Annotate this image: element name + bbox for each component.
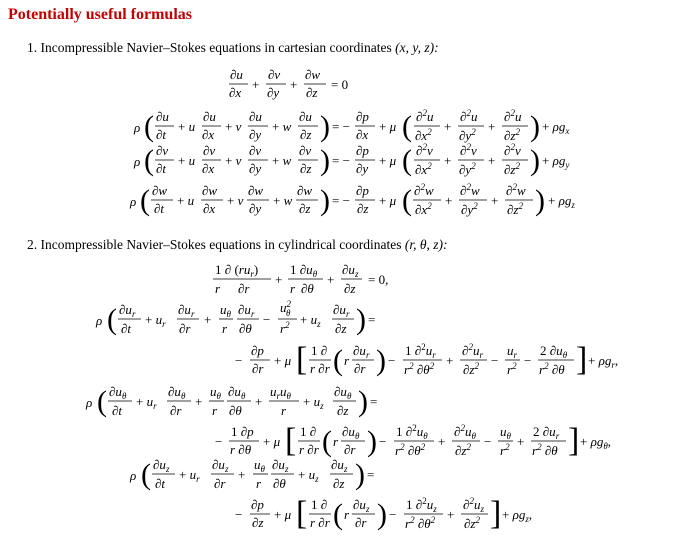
svg-text:∂uθ: $\partial u_\theta$ (342, 424, 360, 441)
svg-text:+ uz: + $u_z$ (303, 394, 324, 411)
svg-text:∂x2: $\partial x^2$ (415, 201, 432, 217)
svg-text:r: r (212, 403, 218, 418)
svg-text:r2 ∂θ2: $r^2$ $\partial\theta^2$ (395, 442, 426, 458)
svg-text:+: + (488, 119, 496, 134)
svg-text:=: = (370, 394, 378, 409)
svg-text:∂r: ∂r (354, 361, 366, 376)
svg-text:=: = (368, 312, 376, 327)
svg-text:+: + (446, 353, 454, 368)
svg-text:): ) (376, 344, 386, 377)
svg-text:−: − (235, 353, 243, 368)
svg-text:+: + (290, 77, 298, 92)
svg-text:∂uθ: $\partial u_\theta$ (228, 384, 246, 401)
svg-text:(: ( (322, 425, 332, 458)
svg-text:∂z: ∂z (299, 201, 311, 216)
svg-text:∂z: ∂z (300, 127, 312, 142)
svg-text:(: ( (107, 303, 117, 336)
item-1-number: 1. (27, 40, 38, 55)
svg-text:]: ] (490, 495, 502, 532)
svg-text:∂z2: $\partial z^2$ (504, 161, 520, 177)
svg-text:−: − (484, 434, 492, 449)
svg-text:∂v: ∂v (156, 143, 169, 158)
svg-text:∂z2: $\partial z^2$ (463, 361, 479, 377)
svg-text:∂v: ∂v (203, 143, 216, 158)
svg-text:∂v: ∂v (249, 143, 262, 158)
svg-text:+: + (438, 434, 446, 449)
svg-text:): ) (320, 184, 330, 217)
svg-text:1 ∂: 1 ∂ (311, 497, 328, 512)
svg-text:∂ur: $\partial u_r$ (353, 343, 370, 360)
svg-text:1 ∂2ur: 1 $\partial^2u_r$ (405, 342, 436, 360)
svg-text:+: + (275, 272, 283, 287)
svg-text:2 ∂uθ: 2 $\partial u_\theta$ (540, 343, 568, 360)
svg-text:= 0: = 0 (331, 77, 349, 92)
item-1-text: Incompressible Navier–Stokes equations in cartesian coordinates (40, 40, 392, 55)
svg-text:(: ( (402, 110, 412, 143)
svg-text:−: − (235, 507, 243, 522)
svg-text:+ ρgr,: + $\rho g_r$, (588, 353, 619, 370)
svg-text:uθ: $u_\theta$ (220, 302, 231, 319)
svg-text:∂2v: ∂$^2$v (504, 142, 521, 158)
svg-text:1 ∂ (rur): 1 ∂ $(ru_r)$ (215, 262, 259, 279)
svg-text:+: + (447, 507, 455, 522)
item-2-number: 2. (27, 237, 38, 252)
svg-text:∂t: ∂t (112, 403, 123, 418)
svg-text:∂r: ∂r (344, 442, 356, 457)
svg-text:r2 ∂θ2: $r^2$ $\partial\theta^2$ (404, 361, 435, 377)
svg-text:[: [ (296, 341, 308, 378)
svg-text:uθ: $u_\theta$ (254, 457, 265, 474)
svg-text:∂2u: ∂$^2$u (460, 108, 478, 124)
svg-text:+ ur: + $u_r$ (136, 394, 157, 411)
svg-text:∂u: ∂u (299, 109, 312, 124)
svg-text:∂y: ∂y (267, 85, 280, 100)
svg-text:∂v: ∂v (299, 143, 312, 158)
svg-text:+: + (195, 394, 203, 409)
svg-text:r2 ∂θ: $r^2$ ∂θ (539, 361, 565, 377)
svg-text:ρ: ρ (130, 194, 137, 209)
svg-text:−: − (524, 353, 532, 368)
svg-text:+ μ: + μ (379, 153, 397, 168)
svg-text:∂y: ∂y (249, 161, 262, 176)
svg-text:∂2w: ∂$^2$w (506, 182, 526, 198)
svg-text:∂2v: ∂$^2$v (460, 142, 477, 158)
svg-text:∂uθ: $\partial u_\theta$ (109, 384, 127, 401)
svg-text:∂r: ∂r (252, 361, 264, 376)
svg-text:+: + (255, 394, 263, 409)
svg-text:−: − (263, 312, 271, 327)
svg-text:r: r (215, 281, 221, 296)
svg-text:∂p: ∂p (356, 143, 369, 158)
svg-text:): ) (355, 458, 365, 491)
svg-text:∂uz: $\partial u_z$ (331, 457, 348, 474)
svg-text:): ) (535, 184, 545, 217)
svg-text:(: ( (333, 344, 343, 377)
svg-text:∂w: ∂w (305, 67, 321, 82)
svg-text:= −: = − (332, 193, 350, 208)
svg-text:ρ: ρ (130, 468, 137, 483)
svg-text:−: − (215, 434, 223, 449)
svg-text:∂r: ∂r (214, 476, 226, 491)
svg-text:+ μ: + μ (379, 119, 397, 134)
svg-text:∂r: ∂r (179, 321, 191, 336)
svg-text:∂y2: $\partial y^2$ (461, 201, 478, 217)
svg-text:∂2w: ∂$^2$w (414, 182, 434, 198)
svg-text:]: ] (576, 341, 588, 378)
svg-text:+ ρgy: + $\rho g_y$ (542, 153, 570, 170)
svg-text:+: + (517, 434, 525, 449)
svg-text:∂w: ∂w (202, 183, 218, 198)
svg-text:∂v: ∂v (268, 67, 281, 82)
svg-text:): ) (356, 303, 366, 336)
svg-text:∂2uz: $\partial^2u_z$ (463, 496, 484, 514)
cartesian-y-momentum (133, 142, 569, 177)
svg-text:r2: $r^2$ (500, 442, 510, 458)
svg-text:∂r: ∂r (355, 515, 367, 530)
svg-text:= 0,: = 0, (368, 272, 389, 287)
svg-text:+ v: + v (225, 153, 242, 168)
svg-text:r: r (290, 281, 296, 296)
svg-text:(: ( (333, 498, 343, 531)
cylindrical-theta-momentum (85, 384, 611, 459)
svg-text:−: − (491, 353, 499, 368)
svg-text:∂y: ∂y (249, 201, 262, 216)
svg-text:(: ( (144, 110, 154, 143)
svg-text:+: + (491, 193, 499, 208)
svg-text:uθ: $u_\theta$ (500, 424, 511, 441)
svg-text:r ∂θ: r ∂θ (230, 442, 252, 457)
svg-text:]: ] (568, 422, 580, 459)
cartesian-continuity (229, 67, 348, 100)
svg-text:∂uz: $\partial u_z$ (342, 262, 359, 279)
svg-text:1 ∂: 1 ∂ (300, 424, 317, 439)
svg-text:∂uz: $\partial u_z$ (212, 457, 229, 474)
svg-text:∂z: ∂z (344, 281, 356, 296)
svg-text:): ) (530, 144, 540, 177)
svg-text:∂uz: $\partial u_z$ (272, 457, 289, 474)
svg-text:∂y2: $\partial y^2$ (459, 127, 476, 143)
svg-text:r: r (256, 476, 262, 491)
svg-text:∂t: ∂t (155, 476, 166, 491)
svg-text:+ μ: + μ (263, 434, 281, 449)
svg-text:+ uz: + $u_z$ (298, 467, 319, 484)
svg-text:(: ( (140, 184, 150, 217)
svg-text:∂z2: $\partial z^2$ (507, 201, 523, 217)
svg-text:ρ: ρ (134, 120, 141, 135)
svg-text:r: r (344, 507, 350, 522)
svg-text:∂uz: $\partial u_z$ (153, 457, 170, 474)
svg-text:∂z: ∂z (306, 85, 318, 100)
svg-text:∂x: ∂x (356, 127, 369, 142)
svg-text:∂2ur: $\partial^2u_r$ (462, 342, 483, 360)
svg-text:1 ∂uθ: 1 $\partial u_\theta$ (290, 262, 318, 279)
svg-text:+ ρgz,: + $\rho g_z$, (502, 507, 533, 524)
cylindrical-continuity (213, 262, 388, 296)
svg-text:(: ( (402, 144, 412, 177)
svg-text:u2θ: $u^2$ θ (280, 299, 291, 318)
svg-text:): ) (377, 498, 387, 531)
svg-text:ρ: ρ (96, 313, 103, 328)
svg-text:∂t: ∂t (156, 161, 167, 176)
svg-text:r2: $r^2$ (507, 361, 517, 377)
svg-text:uruθ: $u_ru_\theta$ (270, 384, 291, 401)
svg-text:r: r (333, 434, 339, 449)
svg-text:1 ∂2uθ: 1 $\partial^2u_\theta$ (396, 423, 428, 441)
svg-text:∂θ: ∂θ (239, 321, 252, 336)
svg-text:∂p: ∂p (251, 343, 264, 358)
svg-text:∂z: ∂z (335, 321, 347, 336)
svg-text:+ μ: + μ (274, 353, 292, 368)
svg-text:+ ρgz: + $\rho g_z$ (548, 193, 575, 210)
svg-text:+ uz: + $u_z$ (300, 312, 321, 329)
svg-text:+ μ: + μ (274, 507, 292, 522)
svg-text:ρ: ρ (86, 395, 93, 410)
cylindrical-r-momentum (95, 299, 618, 378)
svg-text:): ) (358, 385, 368, 418)
svg-text:∂z: ∂z (300, 161, 312, 176)
svg-text:∂z2: $\partial z^2$ (504, 127, 520, 143)
svg-text:∂uz: $\partial u_z$ (353, 497, 370, 514)
svg-text:ur: $u_r$ (507, 343, 518, 360)
svg-text:+: + (444, 119, 452, 134)
svg-text:∂θ: ∂θ (229, 403, 242, 418)
svg-text:+: + (327, 272, 335, 287)
svg-text:∂z: ∂z (357, 201, 369, 216)
svg-text:+ ρgx: + $\rho g_x$ (542, 119, 570, 136)
svg-text:+ ur: + $u_r$ (179, 467, 200, 484)
svg-text:∂x2: $\partial x^2$ (415, 127, 432, 143)
svg-text:∂2u: ∂$^2$u (504, 108, 522, 124)
svg-text:r: r (281, 403, 287, 418)
svg-text:): ) (320, 110, 330, 143)
svg-text:(: ( (141, 458, 151, 491)
svg-text:∂uθ: $\partial u_\theta$ (168, 384, 186, 401)
svg-text:+: + (488, 153, 496, 168)
svg-text:+ v: + v (225, 119, 242, 134)
svg-text:+: + (444, 153, 452, 168)
svg-text:+: + (238, 467, 246, 482)
svg-text:2 ∂ur: 2 $\partial u_r$ (533, 424, 560, 441)
svg-text:∂uθ: $\partial u_\theta$ (334, 384, 352, 401)
svg-text:): ) (320, 144, 330, 177)
svg-text:∂ur: $\partial u_r$ (119, 302, 136, 319)
svg-text:∂u: ∂u (156, 109, 169, 124)
svg-text:∂2w: ∂$^2$w (460, 182, 480, 198)
svg-text:∂y: ∂y (356, 161, 369, 176)
svg-text:∂2v: ∂$^2$v (416, 142, 433, 158)
svg-text:∂2u: ∂$^2$u (416, 108, 434, 124)
svg-text:−: − (388, 353, 396, 368)
svg-text:∂w: ∂w (152, 183, 168, 198)
svg-text:+ ur: + $u_r$ (145, 312, 166, 329)
svg-text:r2: $r^2$ (280, 320, 290, 336)
svg-text:∂z2: $\partial z^2$ (464, 515, 480, 531)
svg-text:∂u: ∂u (230, 67, 243, 82)
svg-text:r: r (222, 321, 228, 336)
svg-text:+ μ: + μ (379, 193, 397, 208)
svg-text:+: + (252, 77, 260, 92)
svg-text:∂z: ∂z (333, 476, 345, 491)
svg-text:r2 ∂θ: $r^2$ ∂θ (532, 442, 558, 458)
svg-text:+ ρgθ,: + $\rho g_\theta$, (580, 434, 612, 451)
svg-text:∂p: ∂p (356, 109, 369, 124)
svg-text:= −: = − (332, 153, 350, 168)
svg-text:1 ∂2uz: 1 $\partial^2u_z$ (406, 496, 437, 514)
svg-text:∂ur: $\partial u_r$ (178, 302, 195, 319)
svg-text:(: ( (97, 385, 107, 418)
svg-text:∂t: ∂t (154, 201, 165, 216)
svg-text:∂x: ∂x (202, 127, 215, 142)
svg-text:∂θ: ∂θ (273, 476, 286, 491)
svg-text:r2 ∂θ2: $r^2$ $\partial\theta^2$ (405, 515, 436, 531)
item-2-text: Incompressible Navier–Stokes equations in cylindrical coordinates (40, 237, 402, 252)
svg-text:(: ( (144, 144, 154, 177)
svg-text:∂w: ∂w (248, 183, 264, 198)
svg-text:r ∂r: r ∂r (310, 515, 330, 530)
svg-text:+ w: + w (272, 153, 292, 168)
svg-text:∂x2: $\partial x^2$ (415, 161, 432, 177)
svg-text:uθ: $u_\theta$ (210, 384, 221, 401)
svg-text:∂ur: $\partial u_r$ (333, 302, 350, 319)
svg-text:+: + (445, 193, 453, 208)
svg-text:∂θ: ∂θ (301, 281, 314, 296)
svg-text:(: ( (402, 184, 412, 217)
svg-text:): ) (530, 110, 540, 143)
item-2-coords: (r, θ, z): (404, 237, 448, 252)
svg-text:r: r (344, 353, 350, 368)
page-title: Potentially useful formulas (8, 6, 192, 23)
svg-text:∂t: ∂t (156, 127, 167, 142)
svg-text:∂y: ∂y (249, 127, 262, 142)
svg-text:∂w: ∂w (297, 183, 313, 198)
item-1-coords: (x, y, z): (395, 40, 439, 55)
svg-text:ρ: ρ (134, 154, 141, 169)
svg-text:∂ur: $\partial u_r$ (238, 302, 255, 319)
svg-text:1 ∂p: 1 ∂p (231, 424, 254, 439)
cartesian-z-momentum (129, 182, 575, 217)
svg-text:r ∂r: r ∂r (310, 361, 330, 376)
svg-text:∂z: ∂z (337, 403, 349, 418)
svg-text:∂r: ∂r (170, 403, 182, 418)
svg-text:∂r: ∂r (238, 281, 250, 296)
svg-text:∂t: ∂t (121, 321, 132, 336)
svg-text:∂z: ∂z (252, 515, 264, 530)
svg-text:+ u: + u (178, 153, 196, 168)
svg-text:∂x: ∂x (203, 201, 216, 216)
svg-text:=: = (367, 467, 375, 482)
svg-text:+: + (204, 312, 212, 327)
svg-text:∂x: ∂x (202, 161, 215, 176)
svg-text:+ w: + w (273, 193, 293, 208)
cartesian-x-momentum (133, 108, 569, 143)
svg-text:= −: = − (332, 119, 350, 134)
svg-text:−: − (389, 507, 397, 522)
svg-text:+ u: + u (177, 193, 195, 208)
svg-text:∂2uθ: $\partial^2u_\theta$ (454, 423, 476, 441)
svg-text:+ w: + w (272, 119, 292, 134)
svg-text:r ∂r: r ∂r (299, 442, 319, 457)
cylindrical-z-momentum (129, 457, 532, 532)
svg-text:∂p: ∂p (251, 497, 264, 512)
svg-text:+ u: + u (178, 119, 196, 134)
svg-text:∂p: ∂p (356, 183, 369, 198)
svg-text:∂x: ∂x (229, 85, 242, 100)
svg-text:): ) (367, 425, 377, 458)
svg-text:∂u: ∂u (249, 109, 262, 124)
svg-text:[: [ (296, 495, 308, 532)
svg-text:−: − (379, 434, 387, 449)
svg-text:∂u: ∂u (203, 109, 216, 124)
svg-text:∂z2: $\partial z^2$ (455, 442, 471, 458)
svg-text:[: [ (285, 422, 297, 459)
svg-text:∂y2: $\partial y^2$ (459, 161, 476, 177)
svg-text:+ v: + v (227, 193, 244, 208)
svg-text:1 ∂: 1 ∂ (311, 343, 328, 358)
